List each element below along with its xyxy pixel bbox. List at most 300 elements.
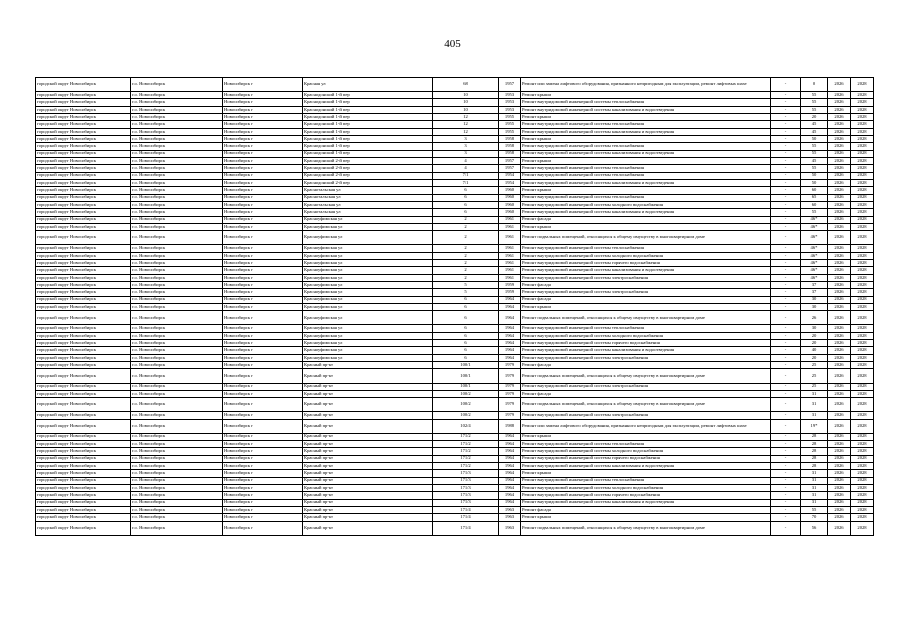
cell-note: - [771, 267, 801, 274]
cell-district: городской округ Новосибирск [36, 369, 131, 383]
cell-work-type: Ремонт крыши [521, 224, 771, 231]
cell-city: Новосибирск г [223, 114, 303, 121]
cell-street: Красный пр-кт [303, 441, 433, 448]
cell-year-from: 2026 [828, 224, 851, 231]
cell-municipality: г.о. Новосибирск [131, 143, 223, 150]
cell-city: Новосибирск г [223, 267, 303, 274]
cell-house: 6 [433, 296, 499, 303]
cell-note: - [771, 274, 801, 281]
cell-municipality: г.о. Новосибирск [131, 383, 223, 390]
cell-district: городской округ Новосибирск [36, 267, 131, 274]
cell-year-from: 2026 [828, 231, 851, 245]
cell-district: городской округ Новосибирск [36, 78, 131, 92]
cell-work-type: Ремонт внутридомовой инженерной системы холодного водоснабжения [521, 448, 771, 455]
cell-work-type: Ремонт внутридомовой инженерной системы теплоснабжения [521, 194, 771, 201]
cell-year-from: 2026 [828, 180, 851, 187]
cell-wear: 31 [801, 492, 828, 499]
cell-wear: 31 [801, 398, 828, 412]
table-row [36, 194, 874, 201]
cell-year-to: 2028 [851, 325, 874, 332]
cell-street: Красный пр-кт [303, 492, 433, 499]
cell-wear: 40 [801, 347, 828, 354]
cell-year-from: 2026 [828, 187, 851, 194]
table-row [36, 209, 874, 216]
cell-wear: 50 [801, 172, 828, 179]
cell-district: городской округ Новосибирск [36, 499, 131, 506]
cell-year-from: 2026 [828, 419, 851, 433]
cell-year-from: 2026 [828, 202, 851, 209]
cell-note: - [771, 485, 801, 492]
cell-city: Новосибирск г [223, 187, 303, 194]
cell-year: 1979 [499, 390, 521, 397]
table-row [36, 398, 874, 412]
cell-wear: 55 [801, 150, 828, 157]
cell-municipality: г.о. Новосибирск [131, 390, 223, 397]
cell-municipality: г.о. Новосибирск [131, 463, 223, 470]
cell-year-from: 2026 [828, 412, 851, 419]
cell-city: Новосибирск г [223, 325, 303, 332]
cell-house: 171/4 [433, 514, 499, 521]
cell-municipality: г.о. Новосибирск [131, 470, 223, 477]
cell-work-type: Ремонт внутридомовой инженерной системы теплоснабжения [521, 165, 771, 172]
cell-district: городской округ Новосибирск [36, 260, 131, 267]
cell-house: 6 [433, 347, 499, 354]
cell-year-to: 2028 [851, 485, 874, 492]
cell-municipality: г.о. Новосибирск [131, 260, 223, 267]
cell-city: Новосибирск г [223, 99, 303, 106]
cell-city: Новосибирск г [223, 150, 303, 157]
cell-work-type: Ремонт или замена лифтового оборудования, признанного непригодным для эксплуатации, ремонт лифтовых шахт [521, 78, 771, 92]
cell-municipality: г.о. Новосибирск [131, 441, 223, 448]
cell-work-type: Ремонт внутридомовой инженерной системы электроснабжения [521, 354, 771, 361]
cell-city: Новосибирск г [223, 412, 303, 419]
cell-city: Новосибирск г [223, 499, 303, 506]
cell-wear: 25 [801, 369, 828, 383]
cell-work-type: Ремонт внутридомовой инженерной системы холодного водоснабжения [521, 485, 771, 492]
cell-work-type: Ремонт внутридомовой инженерной системы электроснабжения [521, 289, 771, 296]
table-row [36, 463, 874, 470]
cell-house: 171/3 [433, 499, 499, 506]
cell-wear: 25 [801, 362, 828, 369]
cell-street: Краснодонский 1-й пер [303, 106, 433, 113]
cell-year-to: 2028 [851, 194, 874, 201]
cell-municipality: г.о. Новосибирск [131, 419, 223, 433]
cell-street: Краснодонский 1-й пер [303, 121, 433, 128]
cell-year: 1953 [499, 106, 521, 113]
cell-year-to: 2028 [851, 514, 874, 521]
cell-work-type: Ремонт крыши [521, 114, 771, 121]
cell-note: - [771, 492, 801, 499]
cell-year: 1964 [499, 499, 521, 506]
cell-year-to: 2028 [851, 143, 874, 150]
cell-work-type: Ремонт крыши [521, 136, 771, 143]
cell-city: Новосибирск г [223, 521, 303, 535]
cell-note: - [771, 150, 801, 157]
cell-year-to: 2028 [851, 224, 874, 231]
cell-work-type: Ремонт внутридомовой инженерной системы канализования и водоотведения [521, 347, 771, 354]
cell-year-from: 2026 [828, 114, 851, 121]
cell-note: - [771, 114, 801, 121]
cell-year-from: 2026 [828, 267, 851, 274]
cell-year-to: 2028 [851, 521, 874, 535]
cell-city: Новосибирск г [223, 362, 303, 369]
cell-street: Красноуфимская ул [303, 347, 433, 354]
cell-house: 7/1 [433, 172, 499, 179]
cell-work-type: Ремонт внутридомовой инженерной системы канализования и водоотведения [521, 209, 771, 216]
cell-street: Краснодонский 1-й пер [303, 143, 433, 150]
cell-year-from: 2026 [828, 78, 851, 92]
cell-district: городской округ Новосибирск [36, 398, 131, 412]
cell-wear: 28 [801, 441, 828, 448]
cell-municipality: г.о. Новосибирск [131, 369, 223, 383]
cell-year-to: 2028 [851, 158, 874, 165]
cell-wear: 30 [801, 296, 828, 303]
cell-note: - [771, 390, 801, 397]
cell-note: - [771, 245, 801, 252]
cell-house: 100/2 [433, 390, 499, 397]
cell-wear: 45 [801, 121, 828, 128]
cell-work-type: Ремонт крыши [521, 92, 771, 99]
cell-municipality: г.о. Новосибирск [131, 354, 223, 361]
cell-municipality: г.о. Новосибирск [131, 128, 223, 135]
cell-district: городской округ Новосибирск [36, 354, 131, 361]
cell-city: Новосибирск г [223, 224, 303, 231]
cell-year-to: 2028 [851, 231, 874, 245]
cell-year-from: 2026 [828, 158, 851, 165]
cell-wear: 46* [801, 245, 828, 252]
cell-year: 1961 [499, 231, 521, 245]
cell-work-type: Ремонт подвальных помещений, относящихся к общему имуществу в многоквартирном доме [521, 521, 771, 535]
cell-street: Краснодонский 2-й пер [303, 180, 433, 187]
cell-street: Красноуфимская ул [303, 354, 433, 361]
cell-city: Новосибирск г [223, 282, 303, 289]
cell-year-from: 2026 [828, 304, 851, 311]
cell-work-type: Ремонт крыши [521, 187, 771, 194]
cell-house: 3 [433, 150, 499, 157]
cell-note: - [771, 121, 801, 128]
cell-street: Красный пр-кт [303, 448, 433, 455]
cell-municipality: г.о. Новосибирск [131, 136, 223, 143]
cell-wear: 60 [801, 202, 828, 209]
table-row [36, 470, 874, 477]
cell-wear: 28 [801, 433, 828, 440]
cell-year: 1955 [499, 121, 521, 128]
cell-year-to: 2028 [851, 506, 874, 513]
cell-year: 1961 [499, 252, 521, 259]
cell-municipality: г.о. Новосибирск [131, 448, 223, 455]
cell-street: Краснодонский 1-й пер [303, 99, 433, 106]
cell-year-to: 2028 [851, 180, 874, 187]
cell-wear: 31 [801, 470, 828, 477]
cell-street: Красноуфимская ул [303, 216, 433, 223]
cell-year: 1957 [499, 78, 521, 92]
cell-year-from: 2026 [828, 245, 851, 252]
cell-year: 1964 [499, 470, 521, 477]
cell-street: Красноуфимская ул [303, 325, 433, 332]
cell-municipality: г.о. Новосибирск [131, 231, 223, 245]
table-row [36, 332, 874, 339]
cell-wear: 55 [801, 209, 828, 216]
cell-year: 1964 [499, 463, 521, 470]
cell-district: городской округ Новосибирск [36, 492, 131, 499]
cell-note: - [771, 398, 801, 412]
cell-municipality: г.о. Новосибирск [131, 267, 223, 274]
cell-work-type: Ремонт крыши [521, 514, 771, 521]
cell-work-type: Ремонт крыши [521, 433, 771, 440]
cell-district: городской округ Новосибирск [36, 470, 131, 477]
cell-district: городской округ Новосибирск [36, 187, 131, 194]
cell-year-from: 2026 [828, 369, 851, 383]
cell-work-type: Ремонт внутридомовой инженерной системы горячего водоснабжения [521, 492, 771, 499]
cell-year-to: 2028 [851, 441, 874, 448]
cell-year: 1960 [499, 202, 521, 209]
cell-house: 100/1 [433, 369, 499, 383]
table-row [36, 383, 874, 390]
cell-municipality: г.о. Новосибирск [131, 433, 223, 440]
cell-district: городской округ Новосибирск [36, 282, 131, 289]
cell-note: - [771, 514, 801, 521]
cell-street: Красноуфимская ул [303, 340, 433, 347]
table-row [36, 296, 874, 303]
cell-city: Новосибирск г [223, 172, 303, 179]
cell-municipality: г.о. Новосибирск [131, 296, 223, 303]
cell-house: 100/1 [433, 362, 499, 369]
cell-work-type: Ремонт фасада [521, 362, 771, 369]
cell-note: - [771, 158, 801, 165]
cell-year: 1957 [499, 165, 521, 172]
cell-note: - [771, 99, 801, 106]
cell-wear: 46* [801, 274, 828, 281]
table-row [36, 441, 874, 448]
cell-municipality: г.о. Новосибирск [131, 202, 223, 209]
cell-municipality: г.о. Новосибирск [131, 216, 223, 223]
cell-municipality: г.о. Новосибирск [131, 477, 223, 484]
cell-work-type: Ремонт внутридомовой инженерной системы теплоснабжения [521, 121, 771, 128]
cell-wear: 46* [801, 260, 828, 267]
cell-note: - [771, 340, 801, 347]
cell-district: городской округ Новосибирск [36, 455, 131, 462]
table-row [36, 354, 874, 361]
cell-house: 12 [433, 128, 499, 135]
cell-street: Красный пр-кт [303, 470, 433, 477]
cell-street: Краснотальская ул [303, 194, 433, 201]
cell-year: 1954 [499, 172, 521, 179]
table-row [36, 506, 874, 513]
cell-municipality: г.о. Новосибирск [131, 187, 223, 194]
cell-district: городской округ Новосибирск [36, 224, 131, 231]
table-row [36, 245, 874, 252]
cell-street: Красноуфимская ул [303, 304, 433, 311]
table-row [36, 304, 874, 311]
cell-year-from: 2026 [828, 340, 851, 347]
cell-municipality: г.о. Новосибирск [131, 521, 223, 535]
cell-work-type: Ремонт крыши [521, 304, 771, 311]
cell-year-to: 2028 [851, 390, 874, 397]
cell-work-type: Ремонт внутридомовой инженерной системы канализования и водоотведения [521, 463, 771, 470]
cell-wear: 50 [801, 180, 828, 187]
cell-year-to: 2028 [851, 245, 874, 252]
cell-note: - [771, 499, 801, 506]
cell-year-to: 2028 [851, 383, 874, 390]
cell-year-from: 2026 [828, 441, 851, 448]
cell-municipality: г.о. Новосибирск [131, 506, 223, 513]
cell-district: городской округ Новосибирск [36, 485, 131, 492]
cell-city: Новосибирск г [223, 419, 303, 433]
cell-wear: 30 [801, 304, 828, 311]
cell-wear: 46* [801, 216, 828, 223]
cell-municipality: г.о. Новосибирск [131, 455, 223, 462]
cell-street: Краснотальская ул [303, 202, 433, 209]
cell-city: Новосибирск г [223, 296, 303, 303]
cell-wear: 70 [801, 514, 828, 521]
cell-year-to: 2028 [851, 289, 874, 296]
cell-house: 2 [433, 224, 499, 231]
cell-city: Новосибирск г [223, 260, 303, 267]
cell-year-to: 2028 [851, 274, 874, 281]
cell-note: - [771, 470, 801, 477]
cell-house: 171/2 [433, 455, 499, 462]
cell-city: Новосибирск г [223, 463, 303, 470]
cell-municipality: г.о. Новосибирск [131, 340, 223, 347]
cell-year-from: 2026 [828, 362, 851, 369]
cell-city: Новосибирск г [223, 252, 303, 259]
cell-year-to: 2028 [851, 267, 874, 274]
table-row [36, 128, 874, 135]
cell-house: 171/2 [433, 448, 499, 455]
cell-house: 6 [433, 325, 499, 332]
cell-house: 4 [433, 158, 499, 165]
cell-street: Красный пр-кт [303, 455, 433, 462]
cell-work-type: Ремонт внутридомовой инженерной системы теплоснабжения [521, 245, 771, 252]
cell-work-type: Ремонт внутридомовой инженерной системы электроснабжения [521, 383, 771, 390]
cell-year-to: 2028 [851, 340, 874, 347]
cell-work-type: Ремонт внутридомовой инженерной системы канализования и водоотведения [521, 267, 771, 274]
cell-year: 1979 [499, 362, 521, 369]
cell-year-from: 2026 [828, 92, 851, 99]
cell-street: Красноуфимская ул [303, 274, 433, 281]
cell-year: 1964 [499, 477, 521, 484]
cell-district: городской округ Новосибирск [36, 231, 131, 245]
cell-municipality: г.о. Новосибирск [131, 485, 223, 492]
cell-year: 1955 [499, 114, 521, 121]
cell-city: Новосибирск г [223, 506, 303, 513]
cell-note: - [771, 209, 801, 216]
cell-year-to: 2028 [851, 499, 874, 506]
cell-year: 1979 [499, 412, 521, 419]
cell-year-from: 2026 [828, 383, 851, 390]
cell-house: 7/1 [433, 180, 499, 187]
cell-year: 1955 [499, 128, 521, 135]
cell-house: 171/4 [433, 521, 499, 535]
table-row [36, 202, 874, 209]
cell-district: городской округ Новосибирск [36, 390, 131, 397]
cell-year-to: 2028 [851, 433, 874, 440]
cell-note: - [771, 92, 801, 99]
cell-year: 1964 [499, 433, 521, 440]
cell-house: 6 [433, 194, 499, 201]
cell-city: Новосибирск г [223, 194, 303, 201]
cell-district: городской округ Новосибирск [36, 216, 131, 223]
cell-year-to: 2028 [851, 216, 874, 223]
cell-wear: 37 [801, 282, 828, 289]
cell-house: 2 [433, 260, 499, 267]
table-row [36, 99, 874, 106]
table-row [36, 78, 874, 92]
cell-year: 1953 [499, 92, 521, 99]
cell-city: Новосибирск г [223, 121, 303, 128]
cell-street: Красный пр-кт [303, 506, 433, 513]
cell-street: Красный пр-кт [303, 463, 433, 470]
cell-house: 171/2 [433, 433, 499, 440]
cell-year-from: 2026 [828, 455, 851, 462]
cell-year: 1958 [499, 150, 521, 157]
cell-work-type: Ремонт внутридомовой инженерной системы канализования и водоотведения [521, 180, 771, 187]
cell-municipality: г.о. Новосибирск [131, 180, 223, 187]
cell-wear: 31 [801, 412, 828, 419]
cell-wear: 28 [801, 455, 828, 462]
cell-wear: 46* [801, 224, 828, 231]
cell-municipality: г.о. Новосибирск [131, 514, 223, 521]
cell-year-from: 2026 [828, 252, 851, 259]
cell-work-type: Ремонт подвальных помещений, относящихся к общему имуществу в многоквартирном доме [521, 398, 771, 412]
cell-district: городской округ Новосибирск [36, 296, 131, 303]
cell-note: - [771, 194, 801, 201]
cell-city: Новосибирск г [223, 92, 303, 99]
cell-city: Новосибирск г [223, 128, 303, 135]
cell-year: 1964 [499, 347, 521, 354]
cell-year: 1988 [499, 419, 521, 433]
cell-work-type: Ремонт внутридомовой инженерной системы горячего водоснабжения [521, 260, 771, 267]
cell-work-type: Ремонт внутридомовой инженерной системы электроснабжения [521, 274, 771, 281]
cell-wear: 60 [801, 187, 828, 194]
cell-municipality: г.о. Новосибирск [131, 398, 223, 412]
cell-work-type: Ремонт внутридомовой инженерной системы канализования и водоотведения [521, 150, 771, 157]
cell-street: Красный пр-кт [303, 390, 433, 397]
cell-year: 1964 [499, 325, 521, 332]
table-row [36, 514, 874, 521]
cell-district: городской округ Новосибирск [36, 106, 131, 113]
cell-wear: 45 [801, 128, 828, 135]
cell-district: городской округ Новосибирск [36, 448, 131, 455]
cell-note: - [771, 311, 801, 325]
cell-wear: 46* [801, 252, 828, 259]
table-row [36, 92, 874, 99]
cell-municipality: г.о. Новосибирск [131, 347, 223, 354]
cell-note: - [771, 332, 801, 339]
cell-year-from: 2026 [828, 143, 851, 150]
table-row [36, 260, 874, 267]
cell-district: городской округ Новосибирск [36, 325, 131, 332]
cell-work-type: Ремонт внутридомовой инженерной системы холодного водоснабжения [521, 202, 771, 209]
cell-city: Новосибирск г [223, 158, 303, 165]
cell-year: 1964 [499, 340, 521, 347]
cell-city: Новосибирск г [223, 289, 303, 296]
table-row [36, 136, 874, 143]
cell-wear: 31 [801, 477, 828, 484]
cell-year: 1963 [499, 514, 521, 521]
cell-district: городской округ Новосибирск [36, 383, 131, 390]
table-row [36, 282, 874, 289]
cell-house: 68 [433, 78, 499, 92]
cell-year-to: 2028 [851, 78, 874, 92]
cell-year: 1979 [499, 369, 521, 383]
cell-wear: 30 [801, 325, 828, 332]
cell-year-from: 2026 [828, 499, 851, 506]
cell-year-from: 2026 [828, 390, 851, 397]
cell-house: 171/3 [433, 470, 499, 477]
cell-house: 12 [433, 121, 499, 128]
cell-city: Новосибирск г [223, 209, 303, 216]
